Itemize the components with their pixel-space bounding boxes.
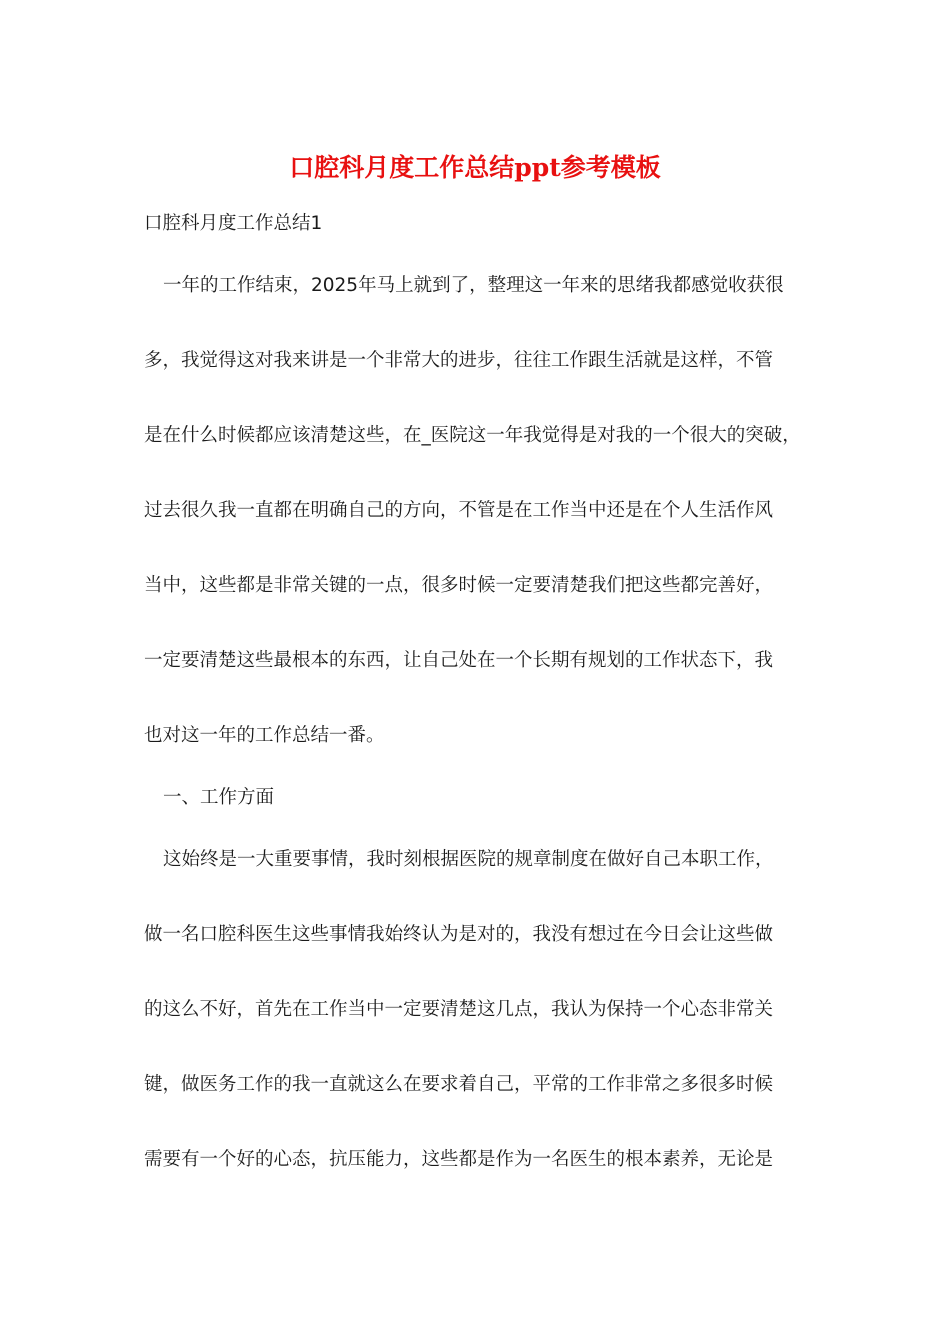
paragraph-line: 也对这一年的工作总结一番。 (144, 725, 385, 746)
subtitle: 口腔科月度工作总结1 (144, 213, 323, 234)
paragraph-line: 当中，这些都是非常关键的一点，很多时候一定要清楚我们把这些都完善好， (144, 575, 774, 596)
paragraph-line: 过去很久我一直都在明确自己的方向，不管是在工作当中还是在个人生活作风 (144, 500, 774, 521)
paragraph-line: 一定要清楚这些最根本的东西，让自己处在一个长期有规划的工作状态下，我 (144, 650, 774, 671)
paragraph-line: 需要有一个好的心态，抗压能力，这些都是作为一名医生的根本素养，无论是 (144, 1149, 774, 1170)
paragraph-line: 的这么不好，首先在工作当中一定要清楚这几点，我认为保持一个心态非常关 (144, 999, 774, 1020)
paragraph-line: 是在什么时候都应该清楚这些，在_医院这一年我觉得是对我的一个很大的突破， (144, 425, 801, 446)
paragraph-line: 做一名口腔科医生这些事情我始终认为是对的，我没有想过在今日会让这些做 (144, 924, 774, 945)
paragraph-line: 一年的工作结束，2025年马上就到了，整理这一年来的思绪我都感觉收获很 (163, 275, 784, 296)
paragraph-line: 键，做医务工作的我一直就这么在要求着自己，平常的工作非常之多很多时候 (144, 1074, 774, 1095)
paragraph-line: 多，我觉得这对我来讲是一个非常大的进步，往往工作跟生活就是这样，不管 (144, 350, 774, 371)
document-title: 口腔科月度工作总结ppt参考模板 (289, 153, 661, 182)
paragraph-line: 这始终是一大重要事情，我时刻根据医院的规章制度在做好自己本职工作， (163, 849, 774, 870)
section-heading: 一、工作方面 (163, 787, 275, 808)
